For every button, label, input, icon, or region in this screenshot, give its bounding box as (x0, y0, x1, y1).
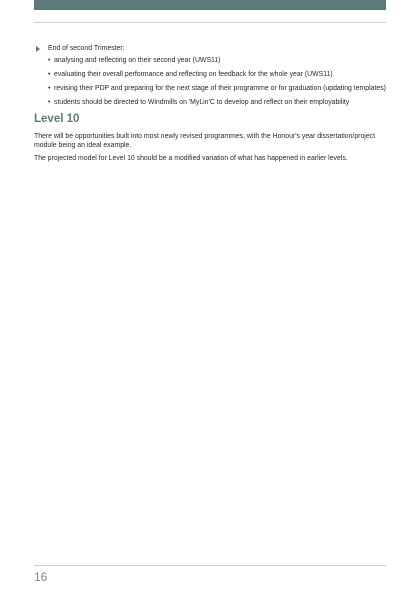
arrow-bullet-icon (36, 46, 40, 52)
section-heading: Level 10 (34, 113, 80, 125)
paragraph: The projected model for Level 10 should be a modified variation of what has happened in earlier levels. (34, 155, 348, 162)
paragraph: There will be opportunities built into most newly revised programmes, with the Honour's year dissertation/project module being an ideal example. (34, 133, 376, 149)
sub-bullet-list (34, 56, 386, 107)
list-item (34, 56, 386, 65)
header-divider (34, 22, 386, 23)
page-content (34, 44, 386, 167)
bullet-heading: End of second Trimester: (48, 45, 125, 52)
list-item (34, 84, 386, 93)
header-bar (34, 0, 386, 10)
bullet-heading-row (34, 44, 386, 53)
footer-divider (34, 565, 386, 566)
page-number: 16 (34, 570, 48, 584)
bullet-dot-icon: • (48, 85, 51, 92)
list-item-text: evaluating their overall performance and reflecting on feedback for the whole year (UWS11) (54, 71, 333, 78)
list-item (34, 98, 386, 107)
list-item-text: revising their PDP and preparing for the next stage of their programme or for graduation (updating templates) (54, 85, 386, 92)
list-item (34, 70, 386, 79)
bullet-dot-icon: • (48, 99, 51, 106)
bullet-dot-icon: • (48, 71, 51, 78)
list-item-text: analysing and reflecting on their second year (UWS11) (54, 57, 221, 64)
list-item-text: students should be directed to Windmills on 'MyLin'C to develop and reflect on their employability (54, 99, 350, 106)
bullet-dot-icon: • (48, 57, 51, 64)
